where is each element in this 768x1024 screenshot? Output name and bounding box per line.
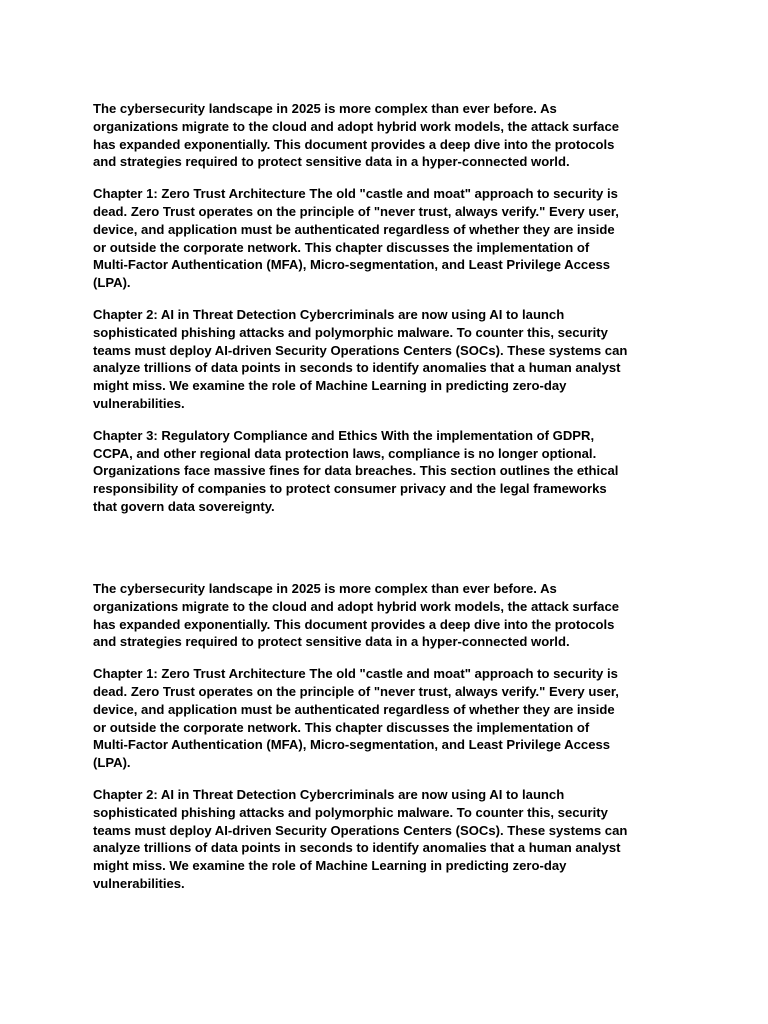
chapter-2-paragraph: Chapter 2: AI in Threat Detection Cybercriminals are now using AI to launch sophisticated phishing attacks and polymorphic malware. To counter this, security teams must deploy AI-driven Security Operations Centers (SOCs). These systems can analyze trillions of data points in seconds to identify anomalies that a human analyst might miss. We examine the role of Machine Learning in predicting zero-day vulnerabilities.	[93, 786, 628, 891]
chapter-1-paragraph: Chapter 1: Zero Trust Architecture The old "castle and moat" approach to security is dead. Zero Trust operates on the principle of "never trust, always verify." Every user, device, and application must be authenticated regardless of whether they are inside or outside the corporate network. This chapter discusses the implementation of Multi-Factor Authentication (MFA), Micro-segmentation, and Least Privilege Access (LPA).	[93, 666, 619, 771]
intro-paragraph: The cybersecurity landscape in 2025 is more complex than ever before. As organizations migrate to the cloud and adopt hybrid work models, the attack surface has expanded exponentially. This document provides a deep dive into the protocols and strategies required to protect sensitive data in a hyper-connected world.	[93, 581, 620, 650]
chapter-3-paragraph: Chapter 3: Regulatory Compliance and Ethics With the implementation of GDPR, CCPA, and other regional data protection laws, compliance is no longer optional. Organizations face massive fines for data breaches. This section outlines the ethical responsibility of companies to protect consumer privacy and the legal frameworks that govern data sovereignty.	[93, 427, 619, 514]
chapter-2-paragraph: Chapter 2: AI in Threat Detection Cybercriminals are now using AI to launch sophisticated phishing attacks and polymorphic malware. To counter this, security teams must deploy AI-driven Security Operations Centers (SOCs). These systems can analyze trillions of data points in seconds to identify anomalies that a human analyst might miss. We examine the role of Machine Learning in predicting zero-day vulnerabilities.	[93, 306, 628, 411]
chapter-1-paragraph: Chapter 1: Zero Trust Architecture The old "castle and moat" approach to security is dead. Zero Trust operates on the principle of "never trust, always verify." Every user, device, and application must be authenticated regardless of whether they are inside or outside the corporate network. This chapter discusses the implementation of Multi-Factor Authentication (MFA), Micro-segmentation, and Least Privilege Access (LPA).	[93, 186, 619, 291]
document-section-1	[93, 100, 677, 530]
intro-paragraph: The cybersecurity landscape in 2025 is more complex than ever before. As organizations migrate to the cloud and adopt hybrid work models, the attack surface has expanded exponentially. This document provides a deep dive into the protocols and strategies required to protect sensitive data in a hyper-connected world.	[93, 101, 620, 170]
document-section-2	[93, 580, 677, 907]
